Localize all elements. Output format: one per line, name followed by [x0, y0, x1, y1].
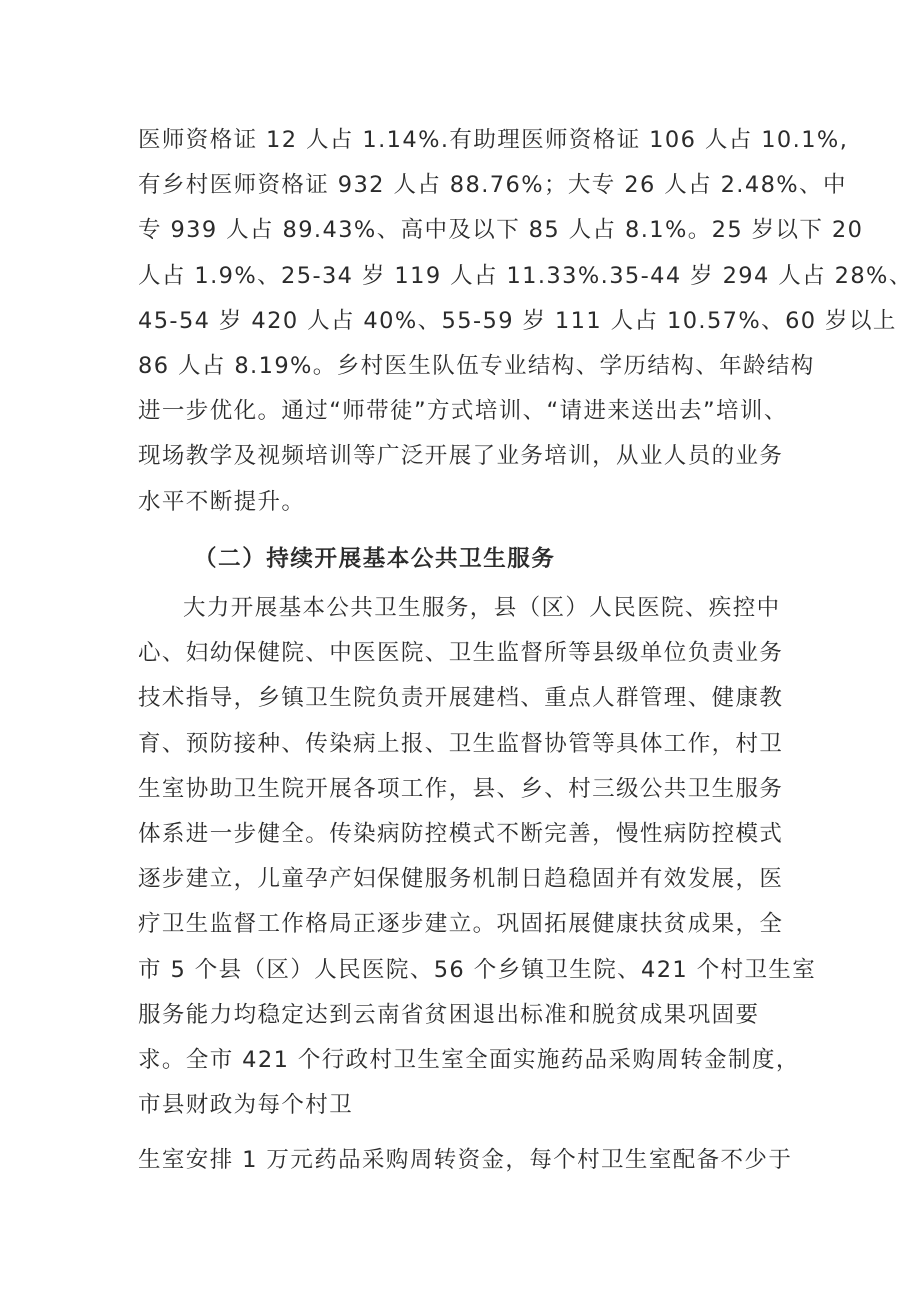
text-line: 医师资格证 12 人占 1.14%.有助理医师资格证 106 人占 10.1%,	[138, 127, 849, 153]
text-line: 大力开展基本公共卫生服务，县（区）人民医院、疾控中	[183, 595, 781, 621]
text-line: 育、预防接种、传染病上报、卫生监督协管等具体工作，村卫	[138, 730, 784, 757]
text-line: 逐步建立，儿童孕产妇保健服务机制日趋稳固并有效发展，医	[138, 866, 784, 893]
text-line: 疗卫生监督工作格局正逐步建立。巩固拓展健康扶贫成果，全	[138, 911, 784, 938]
text-line: 人占 1.9%、25-34 岁 119 人占 11.33%.35-44 岁 294 人占 28%、	[138, 262, 913, 289]
text-line: 水平不断提升。	[138, 488, 306, 515]
text-line: 有乡村医师资格证 932 人占 88.76%；大专 26 人占 2.48%、中	[138, 172, 847, 199]
text-line: 体系进一步健全。传染病防控模式不断完善，慢性病防控模式	[138, 820, 784, 847]
text-line: 45-54 岁 420 人占 40%、55-59 岁 111 人占 10.57%、60 岁以上	[138, 307, 897, 334]
text-line: 心、妇幼保健院、中医医院、卫生监督所等县级单位负责业务	[138, 640, 784, 667]
paragraph-continuation	[138, 1138, 806, 1183]
paragraph-public-health	[138, 586, 817, 1128]
text-line: 市 5 个县（区）人民医院、56 个乡镇卫生院、421 个村卫生室	[138, 956, 817, 983]
text-line: 86 人占 8.19%。乡村医生队伍专业结构、学历结构、年龄结构	[138, 352, 815, 379]
text-line: 现场教学及视频培训等广泛开展了业务培训，从业人员的业务	[138, 443, 784, 470]
text-line: 求。全市 421 个行政村卫生室全面实施药品采购周转金制度，	[138, 1046, 800, 1073]
text-line: 技术指导，乡镇卫生院负责开展建档、重点人群管理、健康教	[138, 685, 784, 712]
text-line: 服务能力均稳定达到云南省贫困退出标准和脱贫成果巩固要	[138, 1001, 760, 1028]
text-line: 专 939 人占 89.43%、高中及以下 85 人占 8.1%。25 岁以下 20	[138, 217, 864, 244]
text-line: 生室协助卫生院开展各项工作，县、乡、村三级公共卫生服务	[138, 775, 784, 802]
text-line: 生室安排 1 万元药品采购周转资金，每个村卫生室配备不少于	[138, 1147, 793, 1173]
section-heading: （二）持续开展基本公共卫生服务	[194, 546, 556, 572]
text-line: 进一步优化。通过“师带徒”方式培训、“请进来送出去”培训、	[138, 398, 788, 425]
paragraph-qualifications	[138, 118, 913, 525]
text-line: 市县财政为每个村卫	[138, 1092, 354, 1119]
